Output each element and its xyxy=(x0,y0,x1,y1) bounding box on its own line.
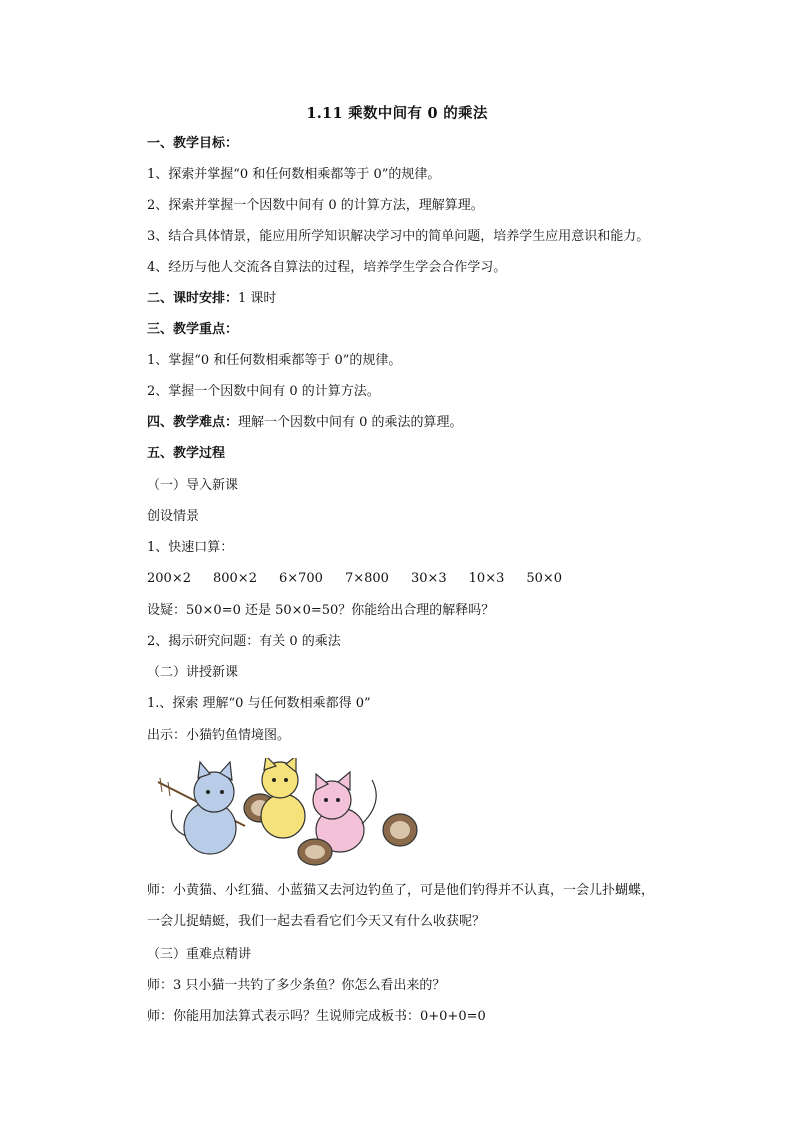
mental-math-row xyxy=(147,570,584,588)
goal-4: 4、经历与他人交流各自算法的过程，培养学生学会合作学习。 xyxy=(147,260,507,275)
part-1-heading: （一）导入新课 xyxy=(147,478,239,493)
teacher-addition: 师：你能用加法算式表示吗？生说师完成板书：0+0+0=0 xyxy=(147,1009,486,1024)
calc-item: 50×0 xyxy=(526,571,563,586)
calc-item: 30×3 xyxy=(410,571,447,586)
teacher-question: 师：3 只小猫一共钓了多少条鱼？你怎么看出来的？ xyxy=(147,978,446,993)
kittens-fishing-icon xyxy=(150,758,425,868)
quick-calc-label: 1、快速口算： xyxy=(147,540,234,555)
section-4 xyxy=(147,414,463,432)
goal-3: 3、结合具体情景，能应用所学知识解决学习中的简单问题，培养学生应用意识和能力。 xyxy=(147,229,650,244)
explore-line: 1.、探索 理解“0 与任何数相乘都得 0” xyxy=(147,696,371,711)
key-point-1: 1、掌握“0 和任何数相乘都等于 0”的规律。 xyxy=(147,353,402,368)
section-2-text: 1 课时 xyxy=(238,291,277,306)
calc-item: 200×2 xyxy=(147,571,191,586)
show-line: 出示：小猫钓鱼情境图。 xyxy=(147,728,291,743)
part-2-heading: （二）讲授新课 xyxy=(147,665,239,680)
section-3-heading: 三、教学重点： xyxy=(147,322,239,337)
part-3-heading: （三）重难点精讲 xyxy=(147,947,252,962)
reveal-line: 2、揭示研究问题：有关 0 的乘法 xyxy=(147,634,341,649)
calc-item: 10×3 xyxy=(468,571,505,586)
goal-2: 2、探索并掌握一个因数中间有 0 的计算方法，理解算理。 xyxy=(147,198,484,213)
section-2 xyxy=(147,290,276,308)
calc-item: 800×2 xyxy=(212,571,257,586)
page-title: 1.11 乘数中间有 0 的乘法 xyxy=(306,105,488,122)
scenario-label: 创设情景 xyxy=(147,509,200,524)
key-point-2: 2、掌握一个因数中间有 0 的计算方法。 xyxy=(147,384,380,399)
teacher-paragraph: 师：小黄猫、小红猫、小蓝猫又去河边钓鱼了，可是他们钓得并不认真，一会儿扑蝴蝶，一会儿捉蜻蜓，我们一起去看看它们今天又有什么收获呢？ xyxy=(147,883,655,929)
calc-item: 7×800 xyxy=(344,571,389,586)
goal-1: 1、探索并掌握“0 和任何数相乘都等于 0”的规律。 xyxy=(147,167,441,182)
question-line: 设疑：50×0=0 还是 50×0=50？你能给出合理的解释吗？ xyxy=(147,603,495,618)
section-4-text: 理解一个因数中间有 0 的乘法的算理。 xyxy=(238,415,463,430)
section-4-heading: 四、教学难点： xyxy=(147,415,239,430)
section-1-heading: 一、教学目标： xyxy=(147,136,239,151)
calc-item: 6×700 xyxy=(278,571,323,586)
section-2-heading: 二、课时安排： xyxy=(147,291,239,306)
section-5-heading: 五、教学过程 xyxy=(147,446,226,461)
